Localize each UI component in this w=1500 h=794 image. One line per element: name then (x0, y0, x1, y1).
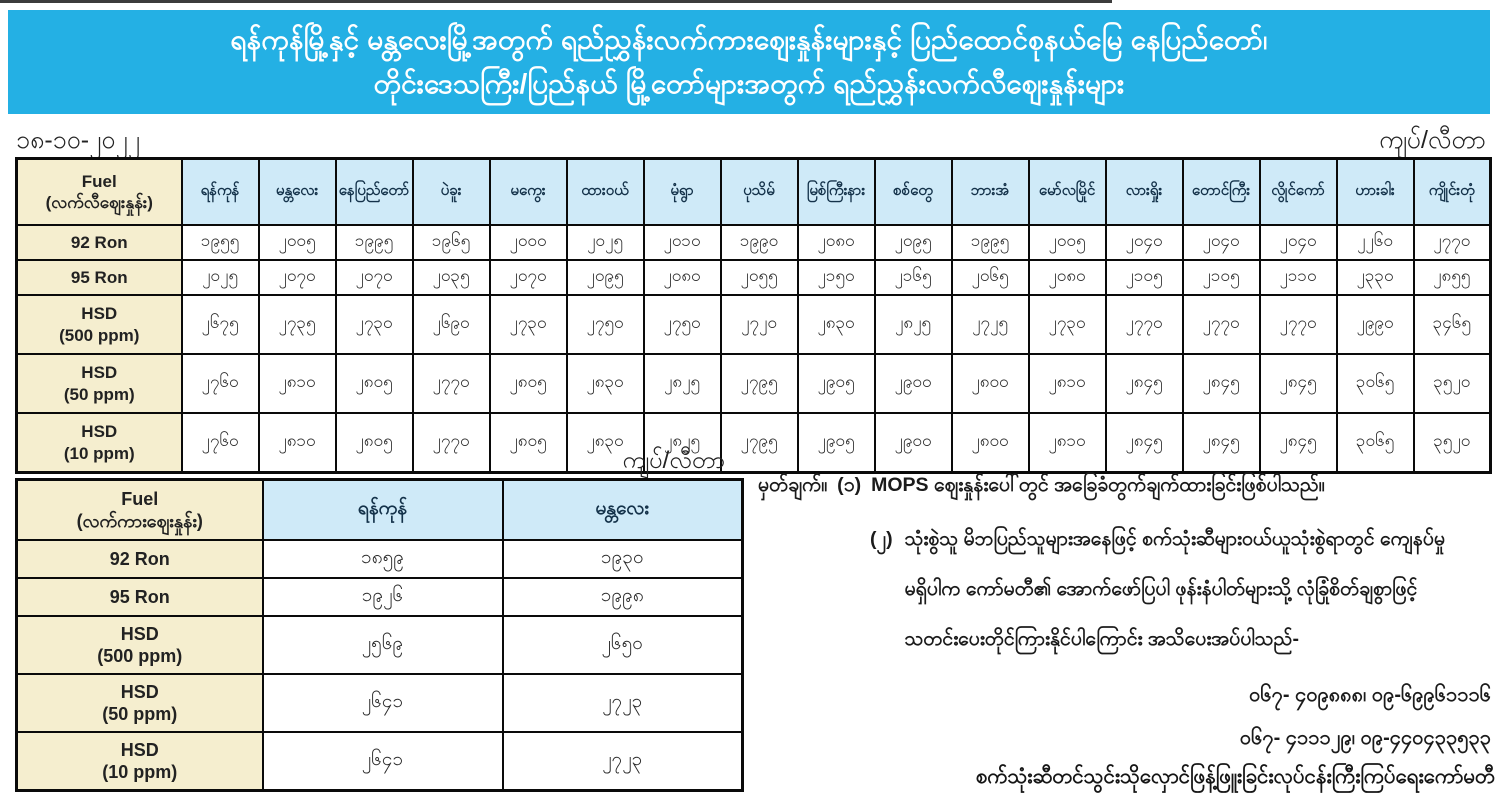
price-cell: ၂၉၉၀ (1337, 295, 1414, 354)
price-cell: ၂၈၀၅ (336, 413, 413, 473)
price-cell: ၃၅၂၀ (1414, 413, 1491, 473)
price-cell: ၂၈၃၀ (567, 354, 644, 413)
price-cell: ၂၇၃၀ (336, 295, 413, 354)
price-cell: ၂၁၀၅ (1183, 260, 1260, 295)
price-cell: ၂၈၄၅ (1183, 413, 1260, 473)
price-cell: ၂၈၅၅ (1414, 260, 1491, 295)
city-column-header: မကွေး (490, 159, 567, 226)
fuel-label-cell: 92 Ron (17, 225, 182, 260)
wholesale-price-table (15, 478, 744, 792)
price-cell: ၂၈၁၀ (1029, 413, 1106, 473)
phone-line: ဝ၆၇- ၄၁၁၁၂၉၊ ဝ၉-၄၄၀၄၃၃၅၃၃ (1239, 727, 1491, 749)
price-cell: ၁၉၃၀ (503, 540, 743, 578)
price-cell: ၂၀၁၀ (644, 225, 721, 260)
fuel-label-cell: HSD (50 ppm) (17, 674, 263, 732)
price-cell: ၁၉၉၈ (503, 578, 743, 616)
fuel-column-header: Fuel (လက်ကားဈေးနှုန်း) (17, 480, 263, 541)
price-cell: ၂၇၃၀ (1029, 295, 1106, 354)
city-column-header: ကျိုင်းတုံ (1414, 159, 1491, 226)
city-column-header: လားရှိုး (1106, 159, 1183, 226)
price-cell: ၂၀၅၅ (721, 260, 798, 295)
banner-title-line1: ရန်ကုန်မြို့နှင့် မန္တလေးမြို့အတွက် ရည်ညွှန်းလက်ကားဈေးနှုန်းများနှင့် ပြည်ထောင်စုနယ်မြေ နေပြည်တော်၊ (230, 24, 1268, 55)
table-row (17, 295, 1491, 354)
fuel-label-cell: HSD (50 ppm) (17, 354, 182, 413)
note1-text: MOPS ဈေးနှုန်းပေါ်တွင် အခြေခံတွက်ချက်ထားခြင်းဖြစ်ပါသည်။ (871, 474, 1325, 496)
price-cell: ၂၈၁၀ (1029, 354, 1106, 413)
table-row (17, 540, 743, 578)
price-cell: ၂၁၁၀ (1260, 260, 1337, 295)
title-banner (8, 10, 1490, 114)
price-cell: ၂၈၄၅ (1260, 413, 1337, 473)
price-cell: ၃၀၆၅ (1337, 354, 1414, 413)
price-cell: ၂၀၉၅ (875, 225, 952, 260)
fuel-label-cell: 95 Ron (17, 578, 263, 616)
price-cell: ၂၈၀၅ (490, 354, 567, 413)
price-cell: ၂၀၃၅ (413, 260, 490, 295)
city-column-header: မြစ်ကြီးနား (798, 159, 875, 226)
notes-section (758, 470, 1495, 794)
price-cell: ၂၂၆၀ (1337, 225, 1414, 260)
city-column-header: ထားဝယ် (567, 159, 644, 226)
date-label: ၁၈-၁၀-၂၀၂၂ (16, 126, 141, 154)
note1-number: (၁) (837, 474, 862, 496)
notes-label: မှတ်ချက်။ (758, 474, 828, 496)
price-cell: ၂၇၃၀ (490, 295, 567, 354)
scan-edge-line (0, 0, 1112, 3)
city-column-header: ပဲခူး (413, 159, 490, 226)
price-cell: ၂၉၀၅ (798, 354, 875, 413)
price-cell: ၂၈၄၅ (1106, 354, 1183, 413)
price-cell: ၂၀၂၅ (182, 260, 259, 295)
price-cell: ၂၀၄၀ (1106, 225, 1183, 260)
city-column-header: ဘားအံ (952, 159, 1029, 226)
price-cell: ၂၇၆၀ (182, 413, 259, 473)
price-cell: ၃၀၆၅ (1337, 413, 1414, 473)
note2-line: မရှိပါက ကော်မတီ၏ အောက်ဖော်ပြပါ ဖုန်းနံပါတ်များသို့ လုံခြုံစိတ်ချစွာဖြင့် (904, 578, 1418, 600)
city-column-header: စစ်တွေ (875, 159, 952, 226)
fuel-column-header: Fuel (လက်လီဈေးနှုန်း) (17, 159, 182, 226)
price-cell: ၂၇၅၀ (567, 295, 644, 354)
fuel-label-cell: HSD (10 ppm) (17, 732, 263, 791)
wholesale-header-row (17, 480, 743, 541)
price-cell: ၂၇၂၀ (721, 295, 798, 354)
price-cell: ၂၀၀၀ (490, 225, 567, 260)
price-cell: ၂၀၂၅ (567, 225, 644, 260)
price-cell: ၂၇၉၅ (721, 413, 798, 473)
price-cell: ၂၇၇၀ (1183, 295, 1260, 354)
price-cell: ၃၄၆၅ (1414, 295, 1491, 354)
price-cell: ၂၀၄၀ (1183, 225, 1260, 260)
price-cell: ၂၈၁၀ (259, 413, 336, 473)
price-cell: ၂၇၂၃ (503, 674, 743, 732)
price-cell: ၂၇၂၃ (503, 732, 743, 791)
price-cell: ၂၈၀၅ (490, 413, 567, 473)
price-cell: ၂၈၀၀ (952, 413, 1029, 473)
price-cell: ၂၉၀၀ (875, 354, 952, 413)
price-cell: ၂၈၂၅ (644, 354, 721, 413)
price-cell: ၂၈၀၅ (336, 354, 413, 413)
price-cell: ၂၉၀၀ (875, 413, 952, 473)
price-cell: ၂၃၃၀ (1337, 260, 1414, 295)
price-cell: ၁၉၉၀ (721, 225, 798, 260)
price-cell: ၂၁၆၅ (875, 260, 952, 295)
price-cell: ၁၉၂၆ (263, 578, 503, 616)
price-cell: ၂၀၉၅ (567, 260, 644, 295)
price-cell: ၂၀၀၅ (1029, 225, 1106, 260)
city-column-header: မန္တလေး (259, 159, 336, 226)
price-cell: ၂၇၇၀ (1260, 295, 1337, 354)
city-column-header: မန္တလေး (503, 480, 743, 541)
retail-price-table (15, 157, 1492, 474)
price-cell: ၂၈၄၅ (1106, 413, 1183, 473)
price-cell: ၂၀၀၅ (259, 225, 336, 260)
price-cell: ၂၆၇၅ (182, 295, 259, 354)
note2-line: သုံးစွဲသူ မိဘပြည်သူများအနေဖြင့် စက်သုံးဆီများဝယ်ယူသုံးစွဲရာတွင် ကျေနပ်မှု (904, 528, 1446, 550)
price-cell: ၃၅၂၀ (1414, 354, 1491, 413)
price-cell: ၂၈၂၅ (644, 413, 721, 473)
price-cell: ၂၆၄၁ (263, 674, 503, 732)
fuel-label-cell: 92 Ron (17, 540, 263, 578)
price-cell: ၂၀၆၅ (952, 260, 1029, 295)
price-cell: ၂၀၈၀ (1029, 260, 1106, 295)
fuel-label-cell: HSD (10 ppm) (17, 413, 182, 473)
banner-title-line2: တိုင်းဒေသကြီး/ပြည်နယ် မြို့တော်များအတွက် ရည်ညွှန်းလက်လီဈေးနှုန်းများ (373, 68, 1125, 99)
city-column-header: မော်လမြိုင် (1029, 159, 1106, 226)
price-cell: ၂၈၃၀ (798, 295, 875, 354)
city-column-header: မုံရွာ (644, 159, 721, 226)
price-cell: ၂၀၈၀ (798, 225, 875, 260)
price-cell: ၂၆၉၀ (413, 295, 490, 354)
city-column-header: ရန်ကုန် (182, 159, 259, 226)
table-row (17, 616, 743, 674)
table-row (17, 260, 1491, 295)
committee-name: စက်သုံးဆီတင်သွင်းသိုလှောင်ဖြန့်ဖြူးခြင်းလုပ်ငန်းကြီးကြပ်ရေးကော်မတီ (975, 765, 1495, 788)
price-cell: ၂၇၅၀ (644, 295, 721, 354)
price-cell: ၂၇၇၀ (413, 413, 490, 473)
price-cell: ၂၇၃၅ (259, 295, 336, 354)
retail-header-row (17, 159, 1491, 226)
price-cell: ၂၇၇၀ (1106, 295, 1183, 354)
price-cell: ၁၉၉၅ (336, 225, 413, 260)
price-cell: ၂၀၇၀ (336, 260, 413, 295)
note2-number: (၂) (870, 528, 893, 550)
price-cell: ၁၈၅၉ (263, 540, 503, 578)
fuel-label-cell: HSD (500 ppm) (17, 295, 182, 354)
table-row (17, 354, 1491, 413)
price-cell: ၂၈၄၅ (1260, 354, 1337, 413)
price-cell: ၂၅၆၉ (263, 616, 503, 674)
price-cell: ၂၆၄၁ (263, 732, 503, 791)
table-row (17, 674, 743, 732)
price-cell: ၁၉၉၅ (952, 225, 1029, 260)
price-cell: ၂၇၇၀ (1414, 225, 1491, 260)
price-cell: ၂၁၅၀ (798, 260, 875, 295)
price-cell: ၂၈၁၀ (259, 354, 336, 413)
price-cell: ၂၈၀၀ (952, 354, 1029, 413)
city-column-header: ဟားခါး (1337, 159, 1414, 226)
note2-line: သတင်းပေးတိုင်ကြားနိုင်ပါကြောင်း အသိပေးအပ်ပါသည်- (904, 628, 1300, 650)
price-cell: ၂၀၇၀ (259, 260, 336, 295)
phone-line: ဝ၆၇- ၄၀၉၈၈၈၊ ဝ၉-၆၉၉၆၁၁၁၆ (1249, 684, 1491, 706)
unit-label-top: ကျပ်/လီတာ (1379, 126, 1486, 154)
table-row (17, 225, 1491, 260)
price-cell: ၂၁၀၅ (1106, 260, 1183, 295)
price-cell: ၂၈၄၅ (1183, 354, 1260, 413)
price-cell: ၂၀၄၀ (1260, 225, 1337, 260)
note2-text (905, 514, 1446, 664)
price-cell: ၂၀၇၀ (490, 260, 567, 295)
city-column-header: ပုသိမ် (721, 159, 798, 226)
price-cell: ၂၀၈၀ (644, 260, 721, 295)
unit-label-middle: ကျပ်/လီတာ (622, 447, 725, 474)
price-cell: ၂၆၅၀ (503, 616, 743, 674)
fuel-label-cell: HSD (500 ppm) (17, 616, 263, 674)
city-column-header: လွိုင်ကော် (1260, 159, 1337, 226)
price-cell: ၂၇၉၅ (721, 354, 798, 413)
city-column-header: တောင်ကြီး (1183, 159, 1260, 226)
price-cell: ၂၈၃၀ (567, 413, 644, 473)
price-cell: ၂၇၂၅ (952, 295, 1029, 354)
table-row (17, 732, 743, 791)
fuel-label-cell: 95 Ron (17, 260, 182, 295)
price-cell: ၁၉၅၅ (182, 225, 259, 260)
city-column-header: ရန်ကုန် (263, 480, 503, 541)
price-cell: ၂၇၆၀ (182, 354, 259, 413)
price-cell: ၂၇၇၀ (413, 354, 490, 413)
phone-numbers (758, 674, 1495, 760)
price-cell: ၂၉၀၅ (798, 413, 875, 473)
price-cell: ၂၈၂၅ (875, 295, 952, 354)
table-row (17, 578, 743, 616)
city-column-header: နေပြည်တော် (336, 159, 413, 226)
price-cell: ၁၉၆၅ (413, 225, 490, 260)
